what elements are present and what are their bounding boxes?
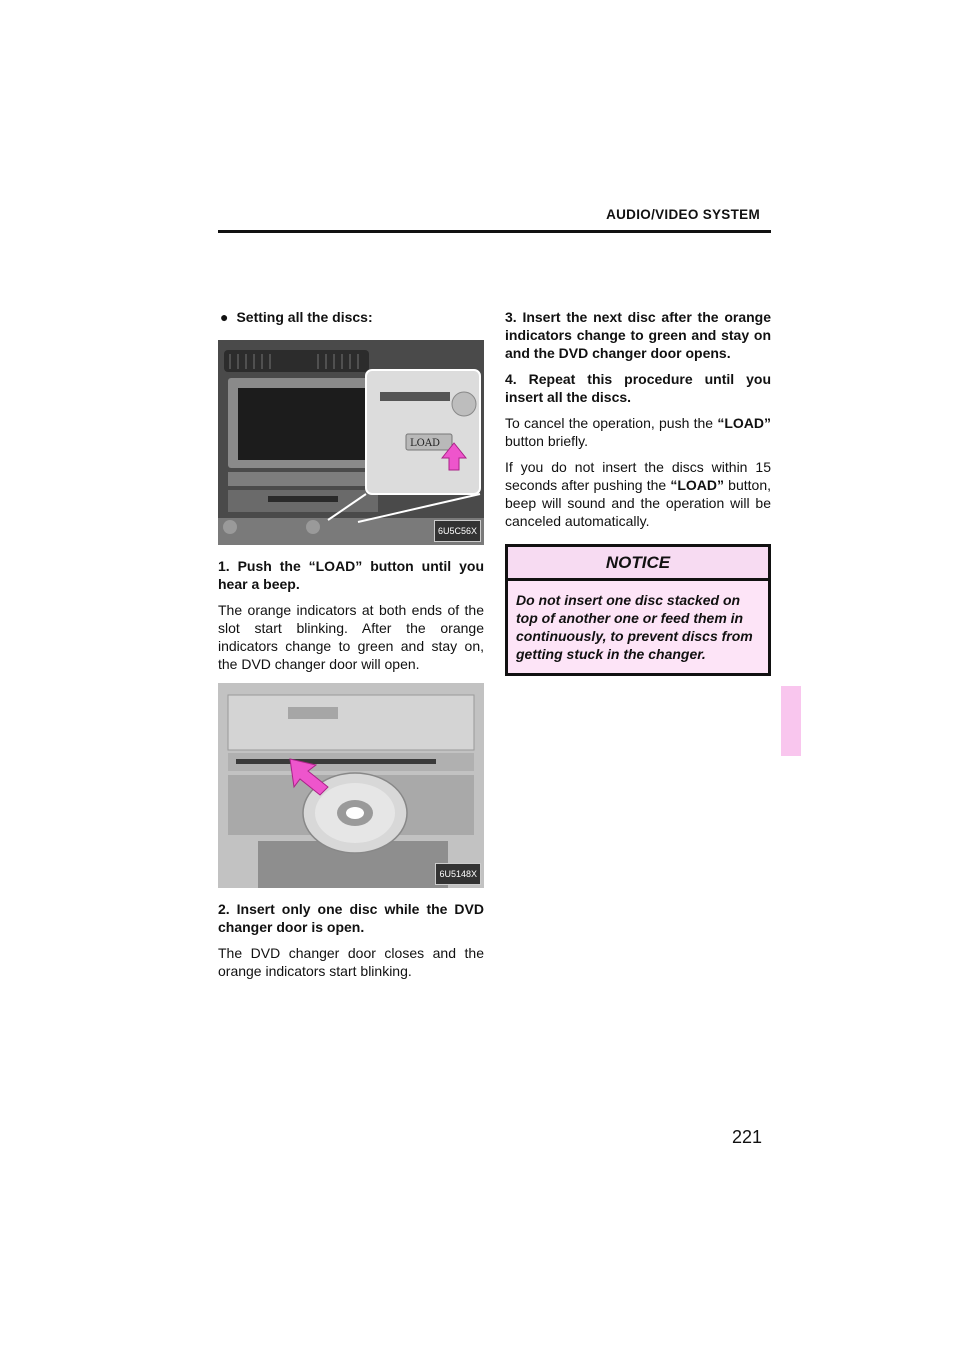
timeout-text bbox=[505, 458, 771, 530]
notice-title: NOTICE bbox=[508, 547, 768, 581]
left-column bbox=[218, 308, 484, 988]
cancel-post: button briefly. bbox=[505, 433, 589, 449]
notice-box bbox=[505, 544, 771, 676]
timeout-post: button, beep will sound and the operation will be canceled automatically. bbox=[505, 477, 771, 529]
step-4: 4. Repeat this procedure until you insert all the discs. bbox=[505, 371, 771, 405]
cancel-text bbox=[505, 414, 771, 450]
dashboard-photo bbox=[218, 340, 484, 545]
header-section-title: AUDIO/VIDEO SYSTEM bbox=[606, 207, 760, 222]
heading-text: Setting all the discs: bbox=[236, 309, 373, 325]
disc-insert-photo bbox=[218, 683, 484, 888]
bullet-icon: ● bbox=[220, 309, 229, 325]
step-2-text: The DVD changer door closes and the orange indicators start blinking. bbox=[218, 945, 484, 979]
page-number: 221 bbox=[731, 1127, 762, 1147]
dashboard-illustration bbox=[218, 340, 484, 545]
disc-insert-illustration bbox=[218, 683, 484, 888]
step-1-text: The orange indicators at both ends of the slot start blinking. After the orange indicators change to green and stay on, the DVD changer door will open. bbox=[218, 602, 484, 672]
header-rule bbox=[218, 230, 771, 233]
bullet-heading bbox=[218, 308, 484, 326]
step-3: 3. Insert the next disc after the orange indicators change to green and stay on and the DVD changer door opens. bbox=[505, 309, 771, 361]
timeout-pre: If you do not insert the discs within 15 seconds after pushing the bbox=[505, 459, 771, 493]
photo-code-label: 6U5C56X bbox=[434, 520, 481, 542]
cancel-load-ref: “LOAD” bbox=[717, 415, 771, 431]
right-column bbox=[505, 308, 771, 676]
load-button-label: LOAD bbox=[410, 438, 441, 449]
timeout-load-ref: “LOAD” bbox=[670, 477, 725, 493]
cancel-pre: To cancel the operation, push the bbox=[505, 415, 718, 431]
photo-code-label: 6U5148X bbox=[435, 863, 481, 885]
step-2: 2. Insert only one disc while the DVD changer door is open. bbox=[218, 901, 484, 935]
section-side-tab bbox=[781, 686, 801, 756]
step-1: 1. Push the “LOAD” button until you hear a beep. bbox=[218, 558, 484, 592]
notice-text: Do not insert one disc stacked on top of another one or feed them in continuously, to prevent discs from getting stuck in the changer. bbox=[508, 581, 768, 673]
